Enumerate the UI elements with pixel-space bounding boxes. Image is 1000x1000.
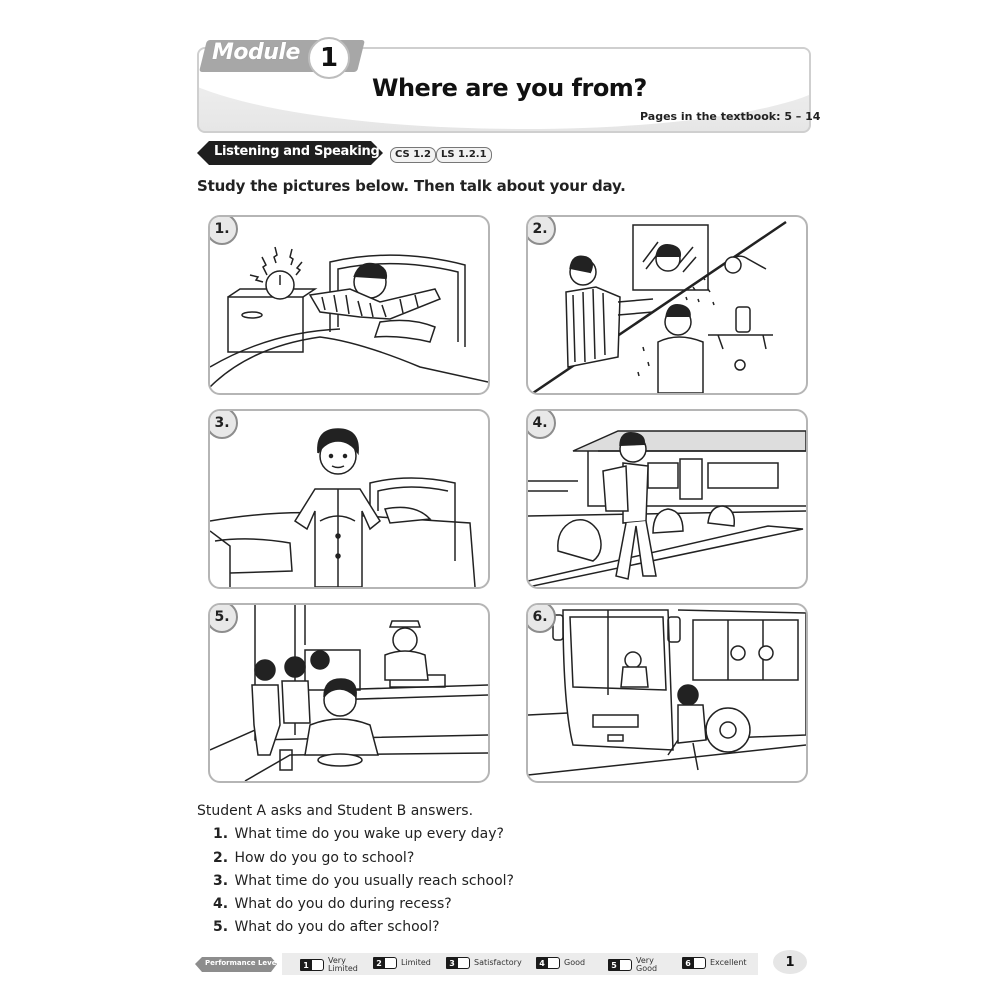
performance-level-3[interactable]	[446, 957, 522, 969]
performance-level-4[interactable]	[536, 957, 585, 969]
level-number: 5	[608, 959, 620, 971]
picture-number: 2.	[526, 215, 556, 245]
performance-level-5[interactable]	[608, 957, 660, 973]
page-number: 1	[773, 950, 807, 974]
textbook-pages-reference: Pages in the textbook: 5 – 14	[640, 110, 821, 123]
picture-number: 3.	[208, 409, 238, 439]
level-label: Very Limited	[328, 956, 358, 973]
level-number: 3	[446, 957, 458, 969]
question-item	[213, 826, 504, 842]
question-number: 1.	[213, 826, 229, 842]
picture-panel-5	[208, 603, 490, 783]
waking-up-illustration	[210, 217, 488, 393]
question-number: 5.	[213, 919, 229, 935]
question-text: What time do you wake up every day?	[234, 826, 504, 842]
picture-panel-2	[526, 215, 808, 395]
picture-panel-4	[526, 409, 808, 589]
recess-canteen-illustration	[210, 605, 488, 781]
picture-number: 4.	[526, 409, 556, 439]
level-number: 1	[300, 959, 312, 971]
picture-panel-3	[208, 409, 490, 589]
module-number: 1	[308, 37, 350, 79]
level-label: Very Good	[636, 956, 658, 973]
brushing-and-shower-illustration	[528, 217, 806, 393]
level-checkbox[interactable]	[548, 957, 560, 969]
question-number: 2.	[213, 850, 229, 866]
performance-level-2[interactable]	[373, 957, 431, 969]
section-label: Listening and Speaking	[214, 144, 380, 159]
module-label: Module	[212, 40, 300, 65]
page-title: Where are you from?	[372, 74, 647, 102]
question-number: 3.	[213, 873, 229, 889]
level-checkbox[interactable]	[620, 959, 632, 971]
level-number: 6	[682, 957, 694, 969]
question-text: What do you do during recess?	[234, 896, 452, 912]
performance-level-1[interactable]	[300, 957, 358, 973]
picture-panel-6	[526, 603, 808, 783]
picture-number: 1.	[208, 215, 238, 245]
level-checkbox[interactable]	[458, 957, 470, 969]
going-to-school-illustration	[528, 411, 806, 587]
standard-code-pill: CS 1.2	[390, 147, 436, 163]
question-text: What do you do after school?	[234, 919, 440, 935]
question-item	[213, 896, 452, 912]
question-item	[213, 873, 514, 889]
performance-level-label: Performance Level	[205, 959, 279, 967]
question-number: 4.	[213, 896, 229, 912]
standard-code-pill: LS 1.2.1	[436, 147, 492, 163]
performance-level-6[interactable]	[682, 957, 747, 969]
level-label: Satisfactory	[474, 958, 522, 967]
question-item	[213, 919, 440, 935]
level-number: 4	[536, 957, 548, 969]
level-label: Excellent	[710, 958, 747, 967]
level-label: Limited	[401, 958, 431, 967]
level-label: Good	[564, 958, 586, 967]
question-item	[213, 850, 414, 866]
level-checkbox[interactable]	[694, 957, 706, 969]
question-text: What time do you usually reach school?	[234, 873, 514, 889]
picture-panel-1	[208, 215, 490, 395]
question-text: How do you go to school?	[234, 850, 415, 866]
dressing-for-school-illustration	[210, 411, 488, 587]
picture-number: 6.	[526, 603, 556, 633]
bus-to-school-illustration	[528, 605, 806, 781]
level-checkbox[interactable]	[312, 959, 324, 971]
instruction: Study the pictures below. Then talk about your day.	[197, 177, 626, 195]
level-checkbox[interactable]	[385, 957, 397, 969]
picture-number: 5.	[208, 603, 238, 633]
level-number: 2	[373, 957, 385, 969]
questions-intro: Student A asks and Student B answers.	[197, 803, 474, 819]
